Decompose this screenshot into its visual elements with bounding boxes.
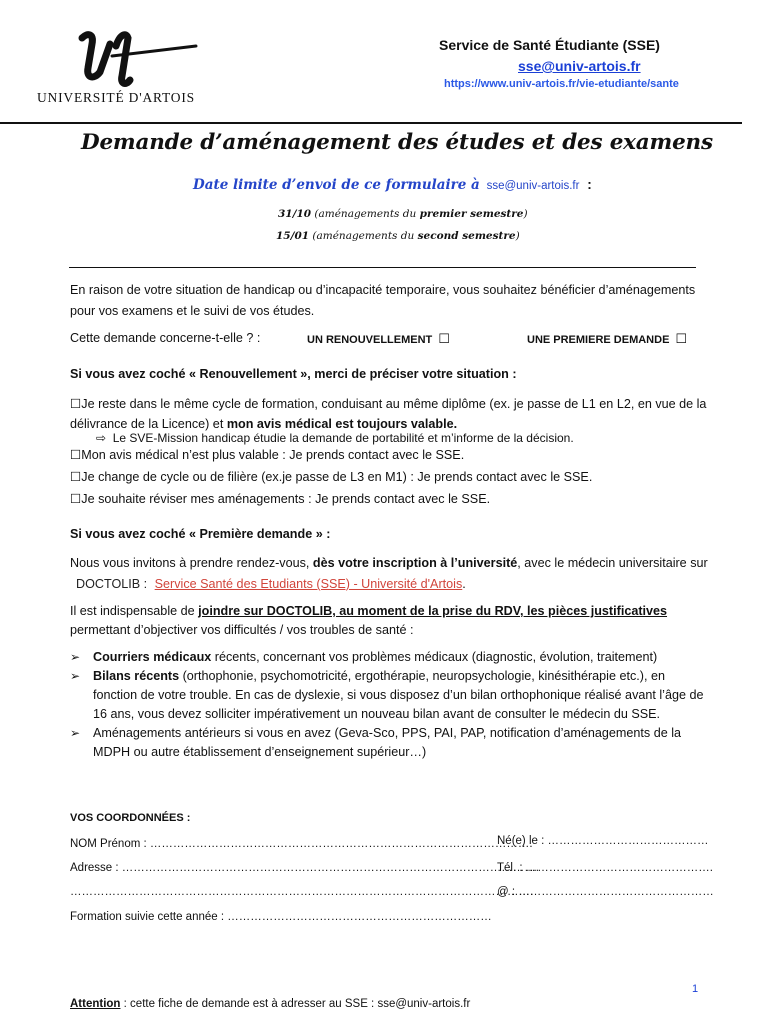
medical-letters-bold: Courriers médicaux (93, 650, 212, 664)
change-cycle-checkbox[interactable]: ☐ (70, 470, 82, 484)
doctolib-link[interactable]: Service Santé des Etudiants (SSE) - Université d'Artois (154, 577, 463, 591)
title-divider (69, 267, 696, 268)
intro-paragraph: En raison de votre situation de handicap ou d’incapacité temporaire, vous souhaitez bénéficier d’aménagements pour vos examens et le suivi de vos études. (70, 283, 696, 318)
invite-text-bold: dès votre inscription à l’université (312, 556, 518, 570)
university-logo-mark (76, 28, 198, 90)
deadline-label: Date limite d’envoi de ce formulaire à (193, 177, 480, 193)
list-item (70, 667, 710, 724)
same-cycle-checkbox[interactable]: ☐ (70, 397, 82, 411)
attention-note (70, 998, 470, 1010)
service-title: Service de Santé Étudiante (SSE) (439, 37, 660, 53)
attention-text: : cette fiche de demande est à adresser au SSE : sse@univ-artois.fr (120, 998, 471, 1010)
university-name: UNIVERSITÉ D'ARTOIS (37, 90, 195, 105)
document-title: Demande d’aménagement des études et des examens (81, 130, 713, 155)
renewal-option-revise[interactable] (70, 491, 490, 506)
deadline-colon: : (587, 177, 592, 192)
portability-note (96, 431, 574, 445)
invite-text-c: , avec le médecin universitaire sur (517, 556, 708, 570)
doctolib-label: DOCTOLIB : (76, 577, 148, 591)
deadline-date-2: 15/01 (276, 230, 310, 242)
deadline-date-1: 31/10 (278, 208, 312, 220)
deadline-date-1-pre: (aménagements du (314, 208, 417, 220)
list-item (70, 648, 710, 667)
deadline-line (193, 177, 592, 193)
invite-text-a: Nous vous invitons à prendre rendez-vous, (70, 556, 310, 570)
first-request-checkbox[interactable]: ☐ (675, 331, 688, 346)
recent-assessments-text: (orthophonie, psychomotricité, ergothérapie, neuropsychologie, kinésithérapie etc.), en fonction de votre trouble. En cas de dyslexie, si vous disposez d’un bilan orthophonique réalisé avant l’âge de 16 ans, vous devez solliciter impérativement un nouveau bilan avant de consulter le médecin du SSE. (93, 669, 704, 721)
deadline-date-1-semester: premier semestre (419, 208, 524, 220)
arrowhead-bullet-icon: ➢ (70, 650, 81, 664)
revise-text: Je souhaite réviser mes aménagements : Je prends contact avec le SSE. (81, 492, 491, 506)
name-field[interactable]: NOM Prénom : ………………………………………………………………………………………. (70, 838, 533, 850)
renewal-option-same-cycle[interactable] (70, 394, 710, 434)
formation-field[interactable]: Formation suivie cette année : …………………………………………………………… (70, 911, 492, 923)
join-text-a: Il est indispensable de (70, 604, 195, 618)
first-request-option[interactable] (527, 331, 687, 347)
coordinates-heading: VOS COORDONNÉES : (70, 812, 191, 824)
deadline-second-semester (276, 230, 520, 242)
renewal-heading: Si vous avez coché « Renouvellement », merci de préciser votre situation : (70, 367, 517, 381)
phone-field[interactable]: Tél. : …………………………………………. (497, 862, 713, 874)
portability-note-text: Le SVE-Mission handicap étudie la demande de portabilité et m’informe de la décision. (112, 431, 574, 445)
page-number: 1 (692, 983, 699, 995)
email-field[interactable]: @ : …………………………………………… (497, 886, 714, 898)
prior-accommodations-text: Aménagements antérieurs si vous en avez (Geva-Sco, PPS, PAI, PAP, notification d’aménagements de la MDPH ou autre établissement d’enseignement supérieur…) (93, 726, 682, 759)
header-divider (0, 122, 742, 124)
deadline-date-2-post: ) (515, 230, 520, 242)
birthdate-field[interactable]: Né(e) le : …………………………………… (497, 835, 709, 847)
attention-label: Attention (70, 998, 121, 1010)
join-documents-paragraph (70, 602, 710, 640)
service-url-link[interactable]: https://www.univ-artois.fr/vie-etudiante/sante (444, 78, 679, 90)
renewal-option-not-valid[interactable] (70, 447, 464, 462)
renewal-option-change-cycle[interactable] (70, 469, 592, 484)
join-text-c: permettant d’objectiver vos difficultés / vos troubles de santé : (70, 623, 414, 637)
not-valid-checkbox[interactable]: ☐ (70, 448, 82, 462)
renewal-option[interactable] (307, 331, 450, 347)
list-item (70, 724, 710, 762)
deadline-date-2-pre: (aménagements du (312, 230, 415, 242)
first-request-heading: Si vous avez coché « Première demande » : (70, 527, 331, 541)
first-request-label: UNE PREMIERE DEMANDE (527, 334, 670, 346)
arrow-right-icon: ⇨ (96, 431, 107, 445)
invite-end: . (462, 577, 466, 591)
arrowhead-bullet-icon: ➢ (70, 726, 81, 740)
join-text-underlined: joindre sur DOCTOLIB, au moment de la prise du RDV, les pièces justificatives (198, 604, 668, 618)
deadline-date-2-semester: second semestre (417, 230, 516, 242)
address-field[interactable]: Adresse : ………………………………………………………………………………………………. (70, 862, 539, 874)
revise-checkbox[interactable]: ☐ (70, 492, 82, 506)
same-cycle-bold-text: mon avis médical est toujours valable. (226, 417, 458, 431)
service-email-link[interactable]: sse@univ-artois.fr (518, 58, 641, 74)
change-cycle-text: Je change de cycle ou de filière (ex.je passe de L3 en M1) : Je prends contact avec le SSE. (81, 470, 593, 484)
recent-assessments-bold: Bilans récents (93, 669, 180, 683)
medical-letters-text: récents, concernant vos problèmes médicaux (diagnostic, évolution, traitement) (214, 650, 658, 664)
renewal-checkbox[interactable]: ☐ (438, 331, 450, 346)
deadline-email: sse@univ-artois.fr (486, 180, 580, 192)
deadline-date-1-post: ) (523, 208, 528, 220)
not-valid-text: Mon avis médical n’est plus valable : Je prends contact avec le SSE. (81, 448, 465, 462)
concern-question: Cette demande concerne-t-elle ? : (70, 331, 261, 345)
invite-paragraph (70, 553, 710, 595)
renewal-label: UN RENOUVELLEMENT (307, 334, 433, 346)
required-documents-list (70, 648, 710, 762)
same-cycle-text: Je reste dans le même cycle de formation, conduisant au même diplôme (ex. je passe de L1 en L2, en vue de la délivrance de la Licence) et (70, 397, 707, 431)
address-line-2-field[interactable]: …………………………………………………………………………………………………………. (70, 886, 534, 898)
arrowhead-bullet-icon: ➢ (70, 669, 81, 683)
deadline-first-semester (278, 208, 528, 220)
